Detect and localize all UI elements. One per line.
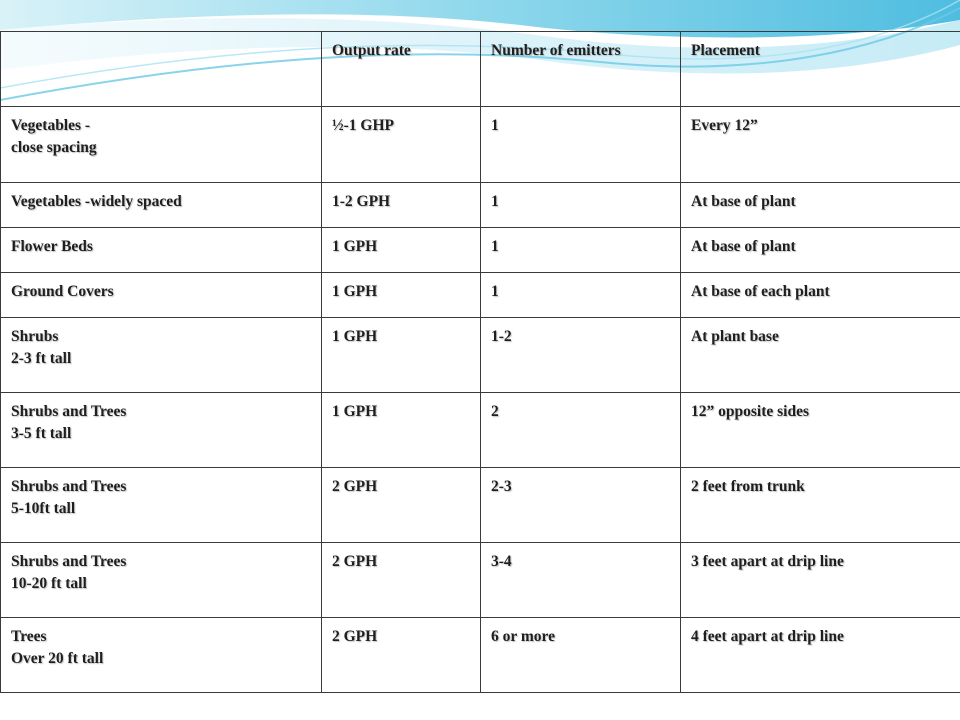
- placement-cell: 4 feet apart at drip line: [681, 618, 960, 693]
- plant-cell: [1, 228, 322, 273]
- rate-cell: 1 GPH: [322, 228, 481, 273]
- header-placement: Placement: [681, 32, 960, 107]
- rate-cell: 2 GPH: [322, 468, 481, 543]
- plant-line: Shrubs and Trees: [11, 478, 127, 495]
- placement-cell: At base of plant: [681, 228, 960, 273]
- placement-cell: Every 12”: [681, 107, 960, 183]
- rate-cell: 2 GPH: [322, 543, 481, 618]
- plant-cell: [1, 318, 322, 393]
- plant-cell: [1, 183, 322, 228]
- emitters-cell: 2: [481, 393, 681, 468]
- plant-line: Shrubs: [11, 328, 59, 345]
- header-plant-type: [1, 32, 322, 107]
- rate-cell: 2 GPH: [322, 618, 481, 693]
- placement-cell: 12” opposite sides: [681, 393, 960, 468]
- rate-cell: 1 GPH: [322, 318, 481, 393]
- plant-line: Ground Covers: [11, 283, 114, 300]
- placement-cell: 2 feet from trunk: [681, 468, 960, 543]
- table-row: [1, 468, 960, 543]
- emitters-cell: 2-3: [481, 468, 681, 543]
- table-row: [1, 183, 960, 228]
- emitters-cell: 1: [481, 228, 681, 273]
- rate-cell: 1 GPH: [322, 393, 481, 468]
- emitters-cell: 1: [481, 183, 681, 228]
- plant-cell: [1, 273, 322, 318]
- emitters-cell: 3-4: [481, 543, 681, 618]
- header-output-rate: Output rate: [322, 32, 481, 107]
- plant-cell: [1, 618, 322, 693]
- emitters-cell: 6 or more: [481, 618, 681, 693]
- rate-cell: 1 GPH: [322, 273, 481, 318]
- table-row: [1, 228, 960, 273]
- table-row: [1, 393, 960, 468]
- plant-line: Vegetables -: [11, 117, 91, 134]
- plant-cell: [1, 393, 322, 468]
- rate-cell: 1-2 GPH: [322, 183, 481, 228]
- plant-cell: [1, 468, 322, 543]
- plant-line: 2-3 ft tall: [11, 350, 72, 367]
- table-row: [1, 107, 960, 183]
- emitters-cell: 1: [481, 107, 681, 183]
- plant-line: Vegetables -widely spaced: [11, 193, 182, 210]
- plant-line: Trees: [11, 628, 47, 645]
- plant-line: close spacing: [11, 139, 97, 156]
- drip-emitter-table: [0, 31, 960, 693]
- placement-cell: 3 feet apart at drip line: [681, 543, 960, 618]
- table-row: [1, 618, 960, 693]
- emitters-cell: 1: [481, 273, 681, 318]
- plant-line: 10-20 ft tall: [11, 575, 87, 592]
- placement-cell: At base of plant: [681, 183, 960, 228]
- table-row: [1, 273, 960, 318]
- plant-line: Shrubs and Trees: [11, 553, 127, 570]
- plant-cell: [1, 107, 322, 183]
- plant-cell: [1, 543, 322, 618]
- table-header-row: [1, 32, 960, 107]
- plant-line: Over 20 ft tall: [11, 650, 104, 667]
- table-row: [1, 543, 960, 618]
- plant-line: Shrubs and Trees: [11, 403, 127, 420]
- rate-cell: ½-1 GHP: [322, 107, 481, 183]
- placement-cell: At plant base: [681, 318, 960, 393]
- plant-line: Flower Beds: [11, 238, 93, 255]
- header-number-of-emitters: Number of emitters: [481, 32, 681, 107]
- emitters-cell: 1-2: [481, 318, 681, 393]
- table-row: [1, 318, 960, 393]
- placement-cell: At base of each plant: [681, 273, 960, 318]
- plant-line: 5-10ft tall: [11, 500, 76, 517]
- plant-line: 3-5 ft tall: [11, 425, 72, 442]
